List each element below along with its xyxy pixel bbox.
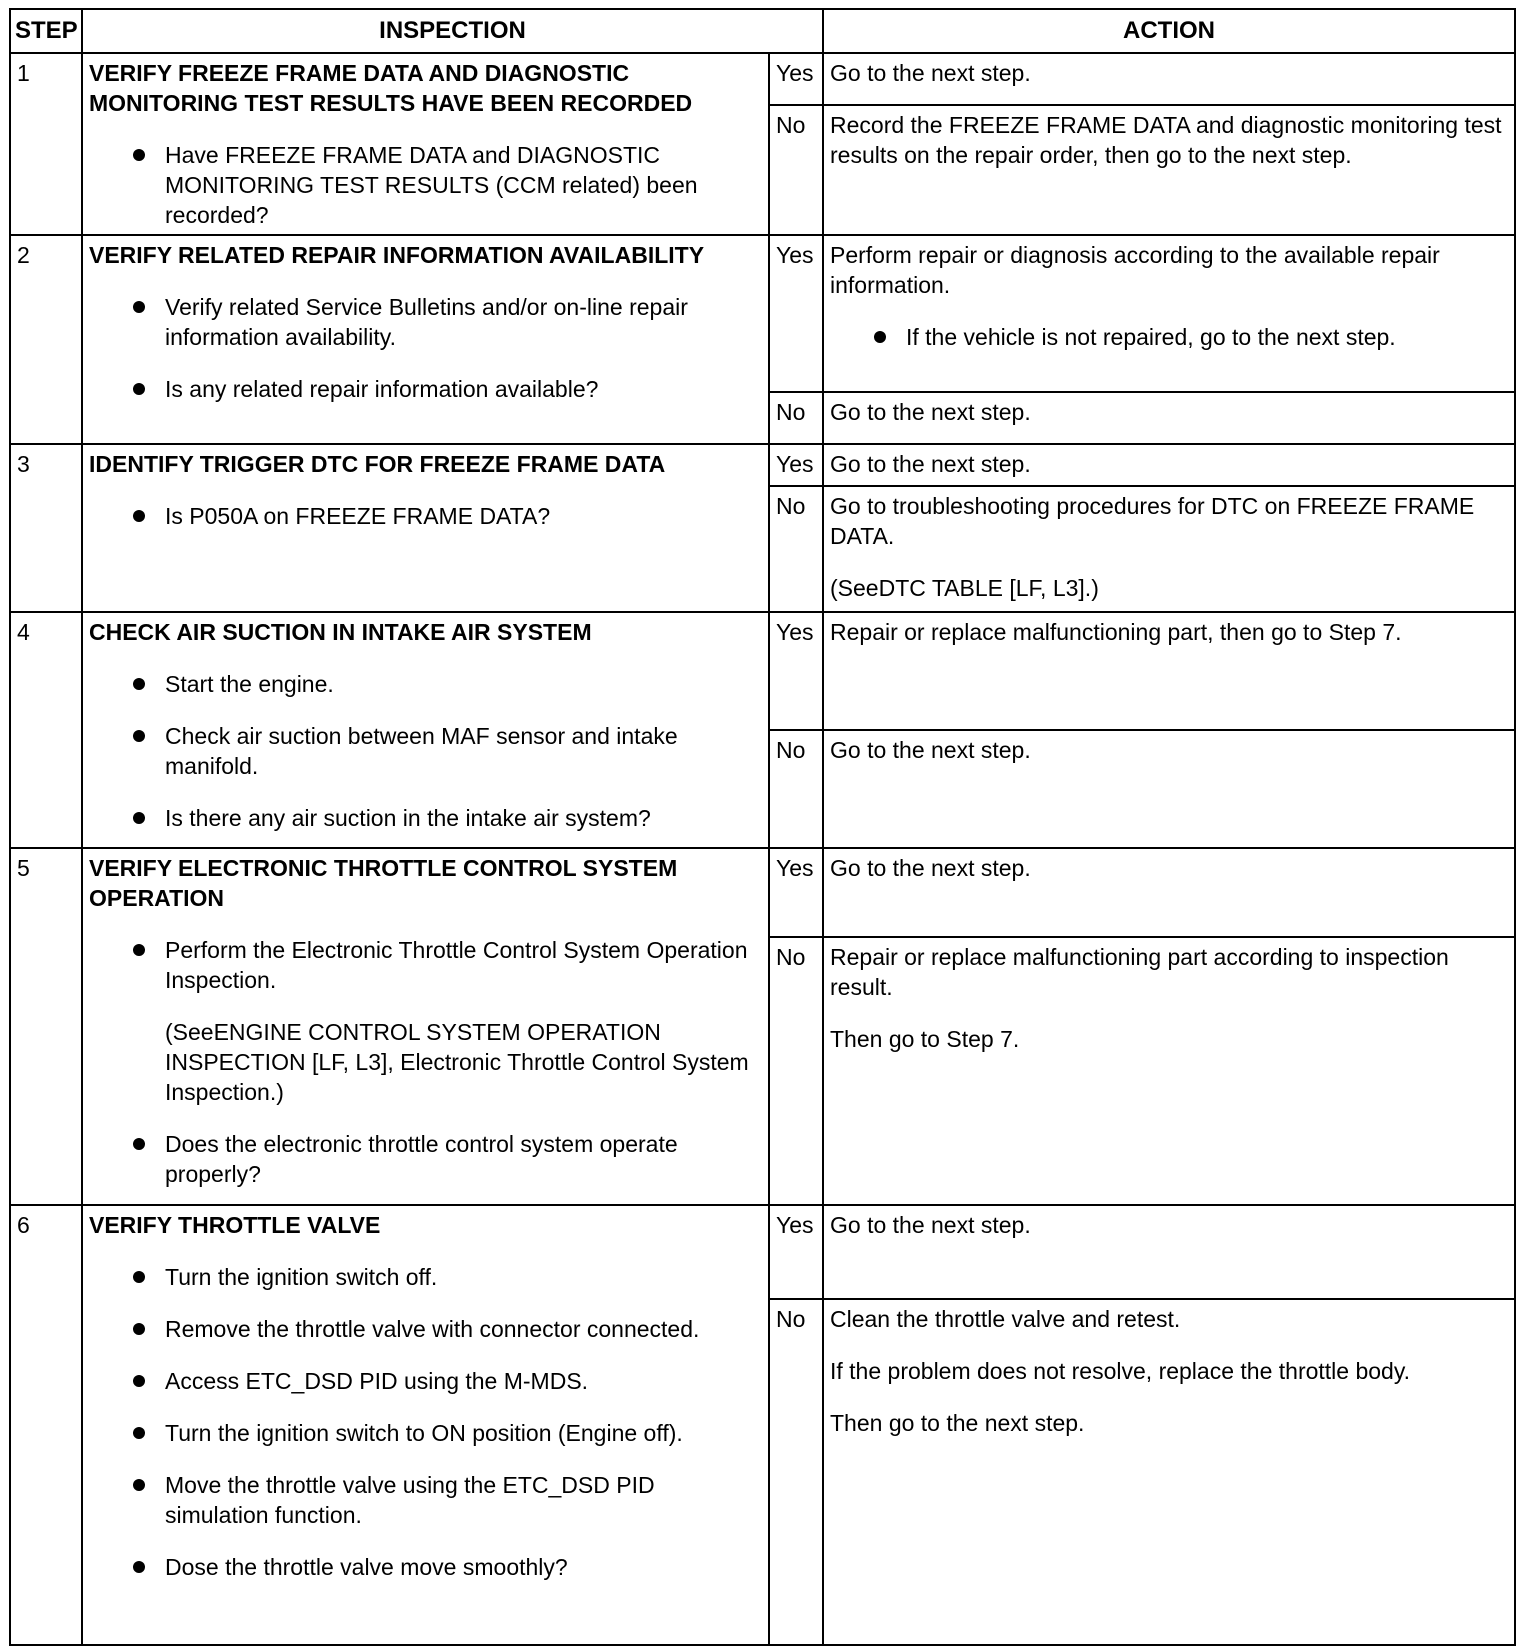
step-1-inspection bbox=[82, 53, 769, 235]
no-action: Record the FREEZE FRAME DATA and diagnostic monitoring test results on the repair order, then go to the next step. bbox=[823, 105, 1515, 235]
no-action bbox=[823, 937, 1515, 1205]
step-4-yes-row bbox=[10, 612, 1515, 730]
step-title: VERIFY ELECTRONIC THROTTLE CONTROL SYSTEM OPERATION bbox=[89, 855, 678, 911]
step-number: 4 bbox=[10, 612, 82, 848]
no-action-text: Clean the throttle valve and retest. bbox=[830, 1306, 1181, 1332]
step-2-inspection bbox=[82, 235, 769, 444]
inspection-text: Remove the throttle valve with connector connected. bbox=[165, 1316, 700, 1342]
inspection-item bbox=[89, 1418, 762, 1448]
yes-action-text: Perform repair or diagnosis according to the available repair information. bbox=[830, 242, 1440, 298]
header-inspection: INSPECTION bbox=[82, 9, 823, 53]
bullet-icon bbox=[133, 1479, 145, 1491]
inspection-text: Start the engine. bbox=[165, 671, 334, 697]
no-action bbox=[823, 1299, 1515, 1645]
yes-action bbox=[823, 235, 1515, 392]
step-title: VERIFY RELATED REPAIR INFORMATION AVAILABILITY bbox=[89, 242, 705, 268]
inspection-list bbox=[89, 501, 762, 531]
step-6-yes-row bbox=[10, 1205, 1515, 1299]
inspection-list bbox=[89, 1262, 762, 1582]
yes-action: Go to the next step. bbox=[823, 444, 1515, 486]
bullet-icon bbox=[133, 383, 145, 395]
yes-action: Go to the next step. bbox=[823, 848, 1515, 937]
no-label: No bbox=[769, 1299, 823, 1645]
inspection-item bbox=[89, 1314, 762, 1344]
bullet-icon bbox=[133, 1427, 145, 1439]
bullet-icon bbox=[133, 812, 145, 824]
inspection-text: Access ETC_DSD PID using the M-MDS. bbox=[165, 1368, 589, 1394]
step-title: VERIFY THROTTLE VALVE bbox=[89, 1212, 381, 1238]
step-title: VERIFY FREEZE FRAME DATA AND DIAGNOSTIC MONITORING TEST RESULTS HAVE BEEN RECORDED bbox=[89, 60, 693, 116]
no-label: No bbox=[769, 392, 823, 444]
inspection-list bbox=[89, 1129, 762, 1189]
yes-label: Yes bbox=[769, 235, 823, 392]
bullet-icon bbox=[133, 1138, 145, 1150]
yes-label: Yes bbox=[769, 53, 823, 105]
inspection-item bbox=[89, 1552, 762, 1582]
inspection-text: Verify related Service Bulletins and/or on-line repair information availability. bbox=[165, 294, 688, 350]
step-number: 5 bbox=[10, 848, 82, 1205]
bullet-icon bbox=[133, 944, 145, 956]
step-title: IDENTIFY TRIGGER DTC FOR FREEZE FRAME DATA bbox=[89, 451, 666, 477]
yes-action: Go to the next step. bbox=[823, 53, 1515, 105]
bullet-icon bbox=[133, 1271, 145, 1283]
bullet-icon bbox=[133, 1375, 145, 1387]
action-bullet-text: If the vehicle is not repaired, go to the next step. bbox=[906, 324, 1396, 350]
header-row bbox=[10, 9, 1515, 53]
no-action-then: Then go to Step 7. bbox=[830, 1026, 1020, 1052]
no-action-text: Go to troubleshooting procedures for DTC on FREEZE FRAME DATA. bbox=[830, 493, 1475, 549]
inspection-list bbox=[89, 140, 762, 230]
inspection-item bbox=[89, 501, 762, 531]
inspection-text: Is P050A on FREEZE FRAME DATA? bbox=[165, 503, 551, 529]
yes-action: Repair or replace malfunctioning part, then go to Step 7. bbox=[823, 612, 1515, 730]
no-action-text-2: If the problem does not resolve, replace the throttle body. bbox=[830, 1358, 1411, 1384]
header-step: STEP bbox=[10, 9, 82, 53]
step-3-yes-row bbox=[10, 444, 1515, 486]
no-label: No bbox=[769, 730, 823, 848]
no-label: No bbox=[769, 105, 823, 235]
inspection-text: Is any related repair information available? bbox=[165, 376, 599, 402]
step-5-inspection bbox=[82, 848, 769, 1205]
step-number: 6 bbox=[10, 1205, 82, 1645]
yes-label: Yes bbox=[769, 612, 823, 730]
yes-label: Yes bbox=[769, 848, 823, 937]
bullet-icon bbox=[133, 149, 145, 161]
step-5-yes-row bbox=[10, 848, 1515, 937]
no-action bbox=[823, 486, 1515, 612]
yes-action: Go to the next step. bbox=[823, 1205, 1515, 1299]
inspection-item bbox=[89, 1129, 762, 1189]
yes-label: Yes bbox=[769, 444, 823, 486]
no-action: Go to the next step. bbox=[823, 392, 1515, 444]
inspection-text: Is there any air suction in the intake air system? bbox=[165, 805, 651, 831]
no-action-text-3: Then go to the next step. bbox=[830, 1410, 1085, 1436]
inspection-text: Dose the throttle valve move smoothly? bbox=[165, 1554, 568, 1580]
bullet-icon bbox=[874, 331, 886, 343]
no-action-text: Repair or replace malfunctioning part according to inspection result. bbox=[830, 944, 1449, 1000]
inspection-item bbox=[89, 1470, 762, 1530]
inspection-item bbox=[89, 803, 762, 833]
header-action: ACTION bbox=[823, 9, 1515, 53]
inspection-text: Turn the ignition switch off. bbox=[165, 1264, 438, 1290]
inspection-item bbox=[89, 935, 762, 995]
inspection-list bbox=[89, 935, 762, 995]
no-label: No bbox=[769, 937, 823, 1205]
inspection-text: Have FREEZE FRAME DATA and DIAGNOSTIC MONITORING TEST RESULTS (CCM related) been recorded? bbox=[165, 142, 698, 228]
inspection-item bbox=[89, 1262, 762, 1292]
inspection-text: Move the throttle valve using the ETC_DSD PID simulation function. bbox=[165, 1472, 655, 1528]
action-list bbox=[830, 322, 1508, 352]
inspection-text: Turn the ignition switch to ON position (Engine off). bbox=[165, 1420, 683, 1446]
inspection-item bbox=[89, 669, 762, 699]
bullet-icon bbox=[133, 301, 145, 313]
inspection-list bbox=[89, 292, 762, 404]
no-action: Go to the next step. bbox=[823, 730, 1515, 848]
step-4-inspection bbox=[82, 612, 769, 848]
bullet-icon bbox=[133, 1561, 145, 1573]
inspection-text: Does the electronic throttle control system operate properly? bbox=[165, 1131, 678, 1187]
inspection-item bbox=[89, 140, 762, 230]
step-3-inspection bbox=[82, 444, 769, 612]
step-2-yes-row bbox=[10, 235, 1515, 392]
no-action-reference: (SeeDTC TABLE [LF, L3].) bbox=[830, 575, 1099, 601]
no-label: No bbox=[769, 486, 823, 612]
inspection-reference: (SeeENGINE CONTROL SYSTEM OPERATION INSPECTION [LF, L3], Electronic Throttle Control System Inspection.) bbox=[165, 1019, 749, 1105]
inspection-item bbox=[89, 292, 762, 352]
step-number: 1 bbox=[10, 53, 82, 235]
inspection-text: Check air suction between MAF sensor and intake manifold. bbox=[165, 723, 678, 779]
step-1-yes-row bbox=[10, 53, 1515, 105]
inspection-text: Perform the Electronic Throttle Control System Operation Inspection. bbox=[165, 937, 748, 993]
step-6-inspection bbox=[82, 1205, 769, 1645]
bullet-icon bbox=[133, 678, 145, 690]
step-title: CHECK AIR SUCTION IN INTAKE AIR SYSTEM bbox=[89, 619, 592, 645]
step-number: 2 bbox=[10, 235, 82, 444]
inspection-item bbox=[89, 374, 762, 404]
bullet-icon bbox=[133, 730, 145, 742]
action-item bbox=[830, 322, 1508, 352]
diagnostic-procedure-table bbox=[9, 8, 1516, 1646]
yes-label: Yes bbox=[769, 1205, 823, 1299]
bullet-icon bbox=[133, 1323, 145, 1335]
inspection-item bbox=[89, 1366, 762, 1396]
inspection-item bbox=[89, 721, 762, 781]
inspection-list bbox=[89, 669, 762, 833]
bullet-icon bbox=[133, 510, 145, 522]
step-number: 3 bbox=[10, 444, 82, 612]
